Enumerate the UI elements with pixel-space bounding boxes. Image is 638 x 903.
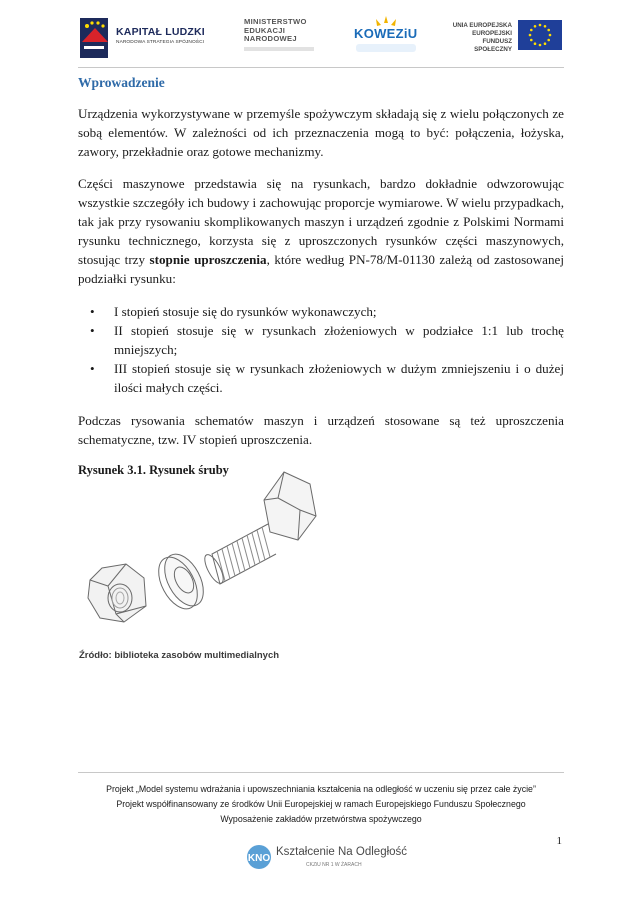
ksztalcenie-na-odleglosc-logo [246,840,408,876]
simplification-list [78,302,564,397]
kapital-ludzki-emblem-icon [78,16,112,60]
koweziu-logo [348,14,424,62]
men-line-2: EDUKACJI [244,25,286,35]
footer [78,782,564,827]
ministerstwo-logo [242,14,322,62]
footer-line-cofinanced: Projekt współfinansowany ze środków Unii Europejskiej w ramach Europejskiego Funduszu Społecznego [116,799,526,809]
kno-emblem-icon [246,844,272,870]
list-item-text: I stopień stosuje się do rysunków wykonawczych; [114,304,377,319]
footer-line-project: Projekt „Model systemu wdrażania i upowszechniania kształcenia na odległość w uczeniu się przez całe życie” [106,784,536,794]
ue-line-3: FUNDUSZ SPOŁECZNY [474,38,512,53]
bullet-icon: • [90,304,95,319]
list-item [78,302,564,321]
paragraph-parts-before: Części maszynowe przedstawia się na rysunkach, bardzo dokładnie odwzorowując wszystkie szczegóły ich budowy i zachowując proporcje wymiarowe. W wielu przypadkach, tak jak przy rysowaniu skomplikowanych maszyn i urządzeń zgodnie z Polskimi Normami rysunku technicznego, korzysta się z uproszczonych rysunków części maszynowych, stosując trzy [78,176,565,267]
ue-line-2: EUROPEJSKI [472,30,512,37]
figure-source: Źródło: biblioteka zasobów multimedialnych [79,650,280,661]
footer-divider [78,772,564,773]
eu-flag-icon [518,20,562,50]
page-number: 1 [556,835,562,847]
bullet-icon: • [90,361,95,376]
kapital-ludzki-logo [78,14,208,62]
main-content [78,72,564,480]
paragraph-schematic: Podczas rysowania schematów maszyn i urządzeń stosowane są też uproszczenia schematyczne, tzw. IV stopień uproszczenia. [78,413,564,447]
koweziu-title: KOWEZiU [354,26,418,41]
kno-subtitle: CKZiU NR 1 W ŻARACH [306,862,362,868]
svg-text:KNO: KNO [247,853,271,864]
men-line-1: MINISTERSTWO [244,17,307,26]
kapital-ludzki-subtitle: NARODOWA STRATEGIA SPÓJNOŚCI [116,40,205,45]
ue-efs-logo [448,14,564,62]
list-item-text: II stopień stosuje się w rysunkach złożeniowych w podziałce 1:1 lub trochę mniejszych; [114,323,564,357]
bolt-washer-nut-illustration [72,458,344,658]
paragraph-intro: Urządzenia wykorzystywane w przemyśle spożywczym składają się z wielu połączonych ze sobą elementów. W zależności od ich przeznaczenia mogą to być: połączenia, łożyska, zawory, przekładnie oraz gotowe mechanizmy. [78,106,564,159]
paragraph-parts-after: , które według PN-78/M-01130 zależą od zastosowanej podziałki rysunku: [78,252,564,286]
header-divider [78,67,564,68]
list-item [78,359,564,397]
bullet-icon: • [90,323,95,338]
men-underline [244,47,314,51]
paragraph-parts-bold: stopnie uproszczenia [149,252,267,267]
footer-line-course: Wyposażenie zakładów przetwórstwa spożywczego [220,814,422,824]
men-line-3: NARODOWEJ [244,34,297,43]
section-title: Wprowadzenie [78,75,165,90]
paragraph-parts [78,174,564,288]
figure-caption: Rysunek 3.1. Rysunek śruby [78,463,229,477]
list-item [78,321,564,359]
list-item-text: III stopień stosuje się w rysunkach złożeniowych w dużym zmniejszeniu i o dużej ilości małych części. [114,361,564,395]
kapital-ludzki-title: KAPITAŁ LUDZKI [116,26,205,38]
kno-title: Kształcenie Na Odległość [276,846,408,858]
ue-line-1: UNIA EUROPEJSKA [452,22,512,29]
header-logos [78,14,564,62]
